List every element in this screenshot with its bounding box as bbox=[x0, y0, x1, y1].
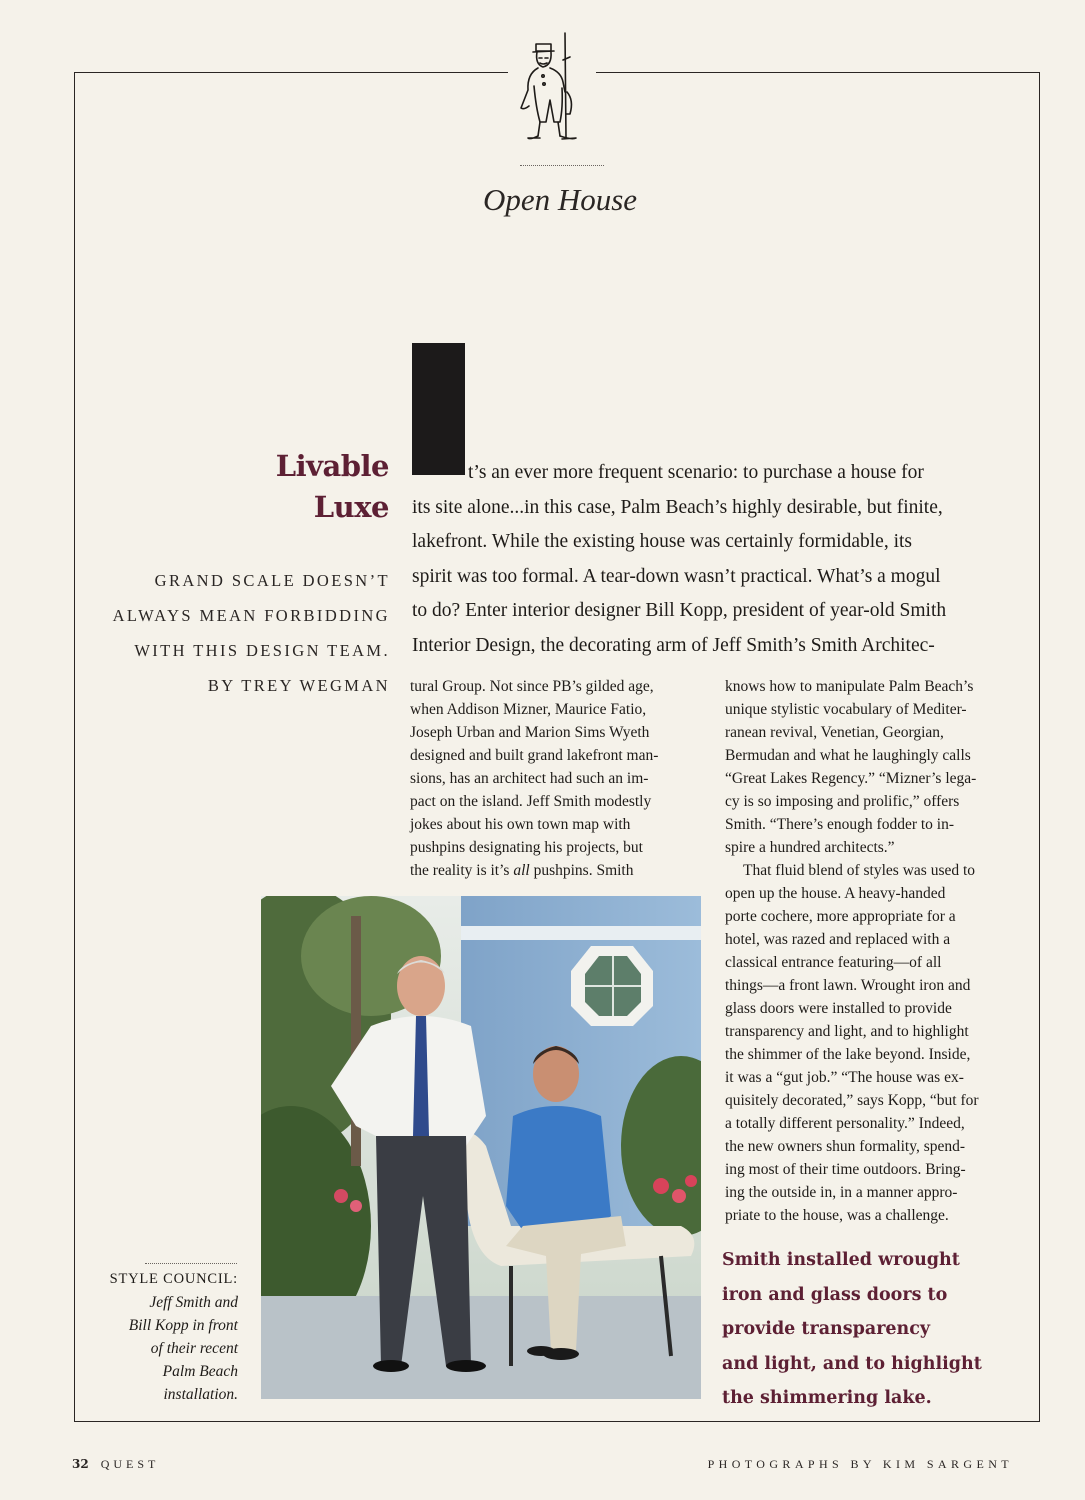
caption-line: installation. bbox=[163, 1386, 238, 1403]
headline-line-1: Livable bbox=[275, 449, 389, 483]
body-line: ing most of their time outdoors. Bring- bbox=[725, 1161, 966, 1178]
caption-label: STYLE COUNCIL: bbox=[109, 1271, 238, 1287]
photo-credit: PHOTOGRAPHS BY KIM SARGENT bbox=[707, 1457, 1013, 1471]
pull-quote-line: provide transparency bbox=[722, 1319, 931, 1339]
caption-line: Bill Kopp in front bbox=[128, 1317, 238, 1334]
body-line: classical entrance featuring—of all bbox=[725, 954, 942, 971]
dek-line: GRAND SCALE DOESN’T bbox=[154, 571, 390, 590]
body-line: spire a hundred architects.” bbox=[725, 839, 895, 856]
pull-quote-line: Smith installed wrought bbox=[722, 1250, 960, 1270]
section-title: Open House bbox=[482, 182, 638, 217]
pull-quote-line: iron and glass doors to bbox=[722, 1284, 948, 1305]
lead-line: lakefront. While the existing house was certainly formidable, its bbox=[412, 531, 913, 552]
body-line: Bermudan and what he laughingly calls bbox=[725, 747, 971, 764]
lead-line: Interior Design, the decorating arm of Jeff Smith’s Smith Architec- bbox=[412, 634, 935, 656]
body-line: cy is so imposing and prolific,” offers bbox=[725, 793, 960, 810]
photo-two-men-icon bbox=[261, 896, 701, 1399]
body-line: the shimmer of the lake beyond. Inside, bbox=[725, 1046, 971, 1063]
body-line: unique stylistic vocabulary of Mediter- bbox=[725, 701, 967, 718]
lead-paragraph bbox=[412, 456, 1027, 663]
body-line: sions, has an architect had such an im- bbox=[410, 770, 649, 787]
body-line: the new owners shun formality, spend- bbox=[725, 1138, 966, 1155]
photo-caption bbox=[90, 1268, 238, 1406]
body-line: tural Group. Not since PB’s gilded age, bbox=[410, 678, 654, 695]
body-line: quisitely decorated,” says Kopp, “but for bbox=[725, 1092, 979, 1109]
caption-line: of their recent bbox=[150, 1340, 238, 1357]
photo-smith-kopp bbox=[261, 896, 701, 1399]
body-text: pushpins. Smith bbox=[529, 862, 634, 879]
footer-folio bbox=[72, 1457, 159, 1472]
lead-line: to do? Enter interior designer Bill Kopp, president of year-old Smith bbox=[412, 600, 947, 621]
body-column-2 bbox=[725, 675, 1020, 1227]
body-column-1 bbox=[410, 675, 705, 882]
page-number: 32 bbox=[72, 1457, 89, 1471]
body-line: glass doors were installed to provide bbox=[725, 1000, 952, 1017]
body-line: Smith. “There’s enough fodder to in- bbox=[725, 816, 955, 833]
body-line: ing the outside in, in a manner appro- bbox=[725, 1184, 958, 1201]
body-line: transparency and light, and to highlight bbox=[725, 1023, 969, 1040]
body-line: That fluid blend of styles was used to bbox=[743, 862, 976, 879]
lead-line: spirit was too formal. A tear-down wasn’t practical. What’s a mogul bbox=[412, 565, 941, 587]
body-italic: all bbox=[513, 862, 530, 879]
body-line: Joseph Urban and Marion Sims Wyeth bbox=[410, 724, 650, 741]
body-line: a totally different personality.” Indeed, bbox=[725, 1115, 965, 1132]
caption-divider bbox=[145, 1263, 237, 1264]
pull-quote-line: the shimmering lake. bbox=[722, 1388, 932, 1408]
body-line: hotel, was razed and replaced with a bbox=[725, 931, 951, 948]
headline-line-2: Luxe bbox=[313, 490, 389, 524]
pull-quote-line: and light, and to highlight bbox=[722, 1353, 982, 1374]
dek-line: WITH THIS DESIGN TEAM. bbox=[134, 641, 390, 660]
body-line: porte cochere, more appropriate for a bbox=[725, 908, 956, 925]
lead-line: its site alone...in this case, Palm Beach’s highly desirable, but finite, bbox=[412, 496, 943, 518]
doorman-logo-icon bbox=[510, 30, 594, 148]
body-line: open up the house. A heavy-handed bbox=[725, 885, 946, 902]
body-line bbox=[410, 859, 705, 882]
body-line: “Great Lakes Regency.” “Mizner’s lega- bbox=[725, 770, 977, 787]
logo-divider bbox=[520, 165, 604, 166]
body-line: pushpins designating his projects, but bbox=[410, 839, 643, 856]
headline bbox=[276, 446, 389, 528]
body-line: knows how to manipulate Palm Beach’s bbox=[725, 678, 974, 695]
dek bbox=[80, 563, 390, 703]
body-line: jokes about his own town map with bbox=[410, 816, 631, 833]
body-line: things—a front lawn. Wrought iron and bbox=[725, 977, 971, 994]
pull-quote bbox=[722, 1243, 1022, 1416]
lead-line: t’s an ever more frequent scenario: to purchase a house for bbox=[468, 462, 924, 483]
body-line: pact on the island. Jeff Smith modestly bbox=[410, 793, 652, 810]
dek-line: ALWAYS MEAN FORBIDDING bbox=[112, 606, 390, 625]
body-line: when Addison Mizner, Maurice Fatio, bbox=[410, 701, 647, 718]
body-line: designed and built grand lakefront man- bbox=[410, 747, 659, 764]
body-line: priate to the house, was a challenge. bbox=[725, 1207, 949, 1224]
body-line: ranean revival, Venetian, Georgian, bbox=[725, 724, 944, 741]
byline: BY TREY WEGMAN bbox=[207, 676, 390, 695]
magazine-name: QUEST bbox=[100, 1457, 160, 1471]
body-line: it was a “gut job.” “The house was ex- bbox=[725, 1069, 964, 1086]
caption-line: Jeff Smith and bbox=[149, 1294, 238, 1311]
body-text: the reality is it’s bbox=[410, 862, 514, 879]
caption-line: Palm Beach bbox=[162, 1363, 238, 1380]
